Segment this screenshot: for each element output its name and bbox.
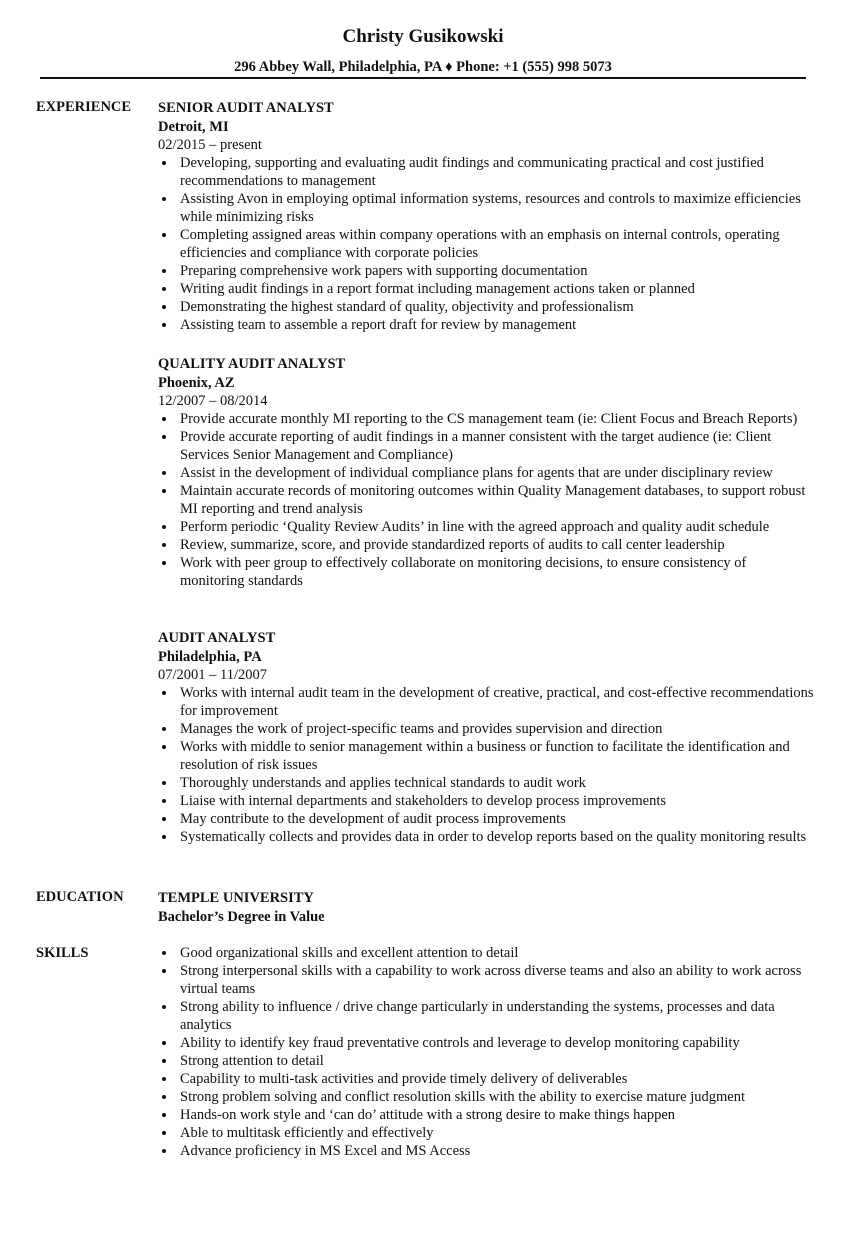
skills-heading: SKILLS [36,945,89,961]
experience-heading: EXPERIENCE [36,99,132,115]
list-item: Perform periodic ‘Quality Review Audits’ in line with the agreed approach and quality audit schedule [158,518,814,536]
list-item: Work with peer group to effectively collaborate on monitoring decisions, to ensure consistency of monitoring standards [158,554,814,590]
education-heading: EDUCATION [36,889,124,905]
list-item: Strong problem solving and conflict resolution skills with the ability to exercise mature judgment [158,1088,814,1106]
school-name: TEMPLE UNIVERSITY [158,890,314,906]
list-item: Maintain accurate records of monitoring outcomes within Quality Management databases, to support robust MI reporting and trend analysis [158,482,814,518]
job-bullets [158,684,814,846]
list-item: Ability to identify key fraud preventative controls and leverage to develop monitoring capability [158,1034,814,1052]
list-item: Strong interpersonal skills with a capability to work across diverse teams and also an ability to work across virtual teams [158,962,814,998]
list-item: Assist in the development of individual compliance plans for agents that are under disciplinary review [158,464,814,482]
job-bullets [158,410,814,590]
job-title: QUALITY AUDIT ANALYST [158,356,346,372]
job-dates: 02/2015 – present [158,137,262,153]
job-title: AUDIT ANALYST [158,630,276,646]
contact-line: 296 Abbey Wall, Philadelphia, PA ♦ Phone: +1 (555) 998 5073 [234,59,612,75]
header-divider [40,77,806,79]
list-item: Demonstrating the highest standard of quality, objectivity and professionalism [158,298,814,316]
job-entry [158,354,814,590]
list-item: Strong ability to influence / drive change particularly in understanding the systems, processes and data analytics [158,998,814,1034]
list-item: Liaise with internal departments and stakeholders to develop process improvements [158,792,814,810]
skills-list [158,944,814,1160]
job-location: Phoenix, AZ [158,375,235,391]
job-title: SENIOR AUDIT ANALYST [158,100,334,116]
list-item: Writing audit findings in a report format including management actions taken or planned [158,280,814,298]
list-item: Systematically collects and provides data in order to develop reports based on the quality monitoring results [158,828,814,846]
skills-entry [158,944,814,1160]
list-item: Able to multitask efficiently and effectively [158,1124,814,1142]
list-item: Assisting Avon in employing optimal information systems, resources and controls to maximize efficiencies while minimizing risks [158,190,814,226]
list-item: Hands-on work style and ‘can do’ attitude with a strong desire to make things happen [158,1106,814,1124]
job-entry [158,98,814,334]
job-location: Detroit, MI [158,119,229,135]
list-item: Capability to multi-task activities and provide timely delivery of deliverables [158,1070,814,1088]
job-bullets [158,154,814,334]
list-item: Provide accurate monthly MI reporting to the CS management team (ie: Client Focus and Breach Reports) [158,410,814,428]
list-item: Review, summarize, score, and provide standardized reports of audits to call center leadership [158,536,814,554]
list-item: Completing assigned areas within company operations with an emphasis on internal controls, operating efficiencies and compliance with corporate policies [158,226,814,262]
candidate-name: Christy Gusikowski [342,26,504,47]
list-item: May contribute to the development of audit process improvements [158,810,814,828]
list-item: Manages the work of project-specific teams and provides supervision and direction [158,720,814,738]
list-item: Good organizational skills and excellent attention to detail [158,944,814,962]
list-item: Provide accurate reporting of audit findings in a manner consistent with the target audience (ie: Client Services Senior Management and Compliance) [158,428,814,464]
list-item: Strong attention to detail [158,1052,814,1070]
list-item: Developing, supporting and evaluating audit findings and communicating practical and cost justified recommendations to management [158,154,814,190]
job-entry [158,628,814,846]
list-item: Preparing comprehensive work papers with supporting documentation [158,262,814,280]
job-dates: 12/2007 – 08/2014 [158,393,268,409]
education-entry [158,888,814,926]
list-item: Thoroughly understands and applies technical standards to audit work [158,774,814,792]
list-item: Advance proficiency in MS Excel and MS Access [158,1142,814,1160]
degree: Bachelor’s Degree in Value [158,909,325,925]
list-item: Assisting team to assemble a report draft for review by management [158,316,814,334]
job-dates: 07/2001 – 11/2007 [158,667,268,683]
job-location: Philadelphia, PA [158,649,262,665]
list-item: Works with internal audit team in the development of creative, practical, and cost-effective recommendations for improvement [158,684,814,720]
list-item: Works with middle to senior management within a business or function to facilitate the identification and resolution of risk issues [158,738,814,774]
